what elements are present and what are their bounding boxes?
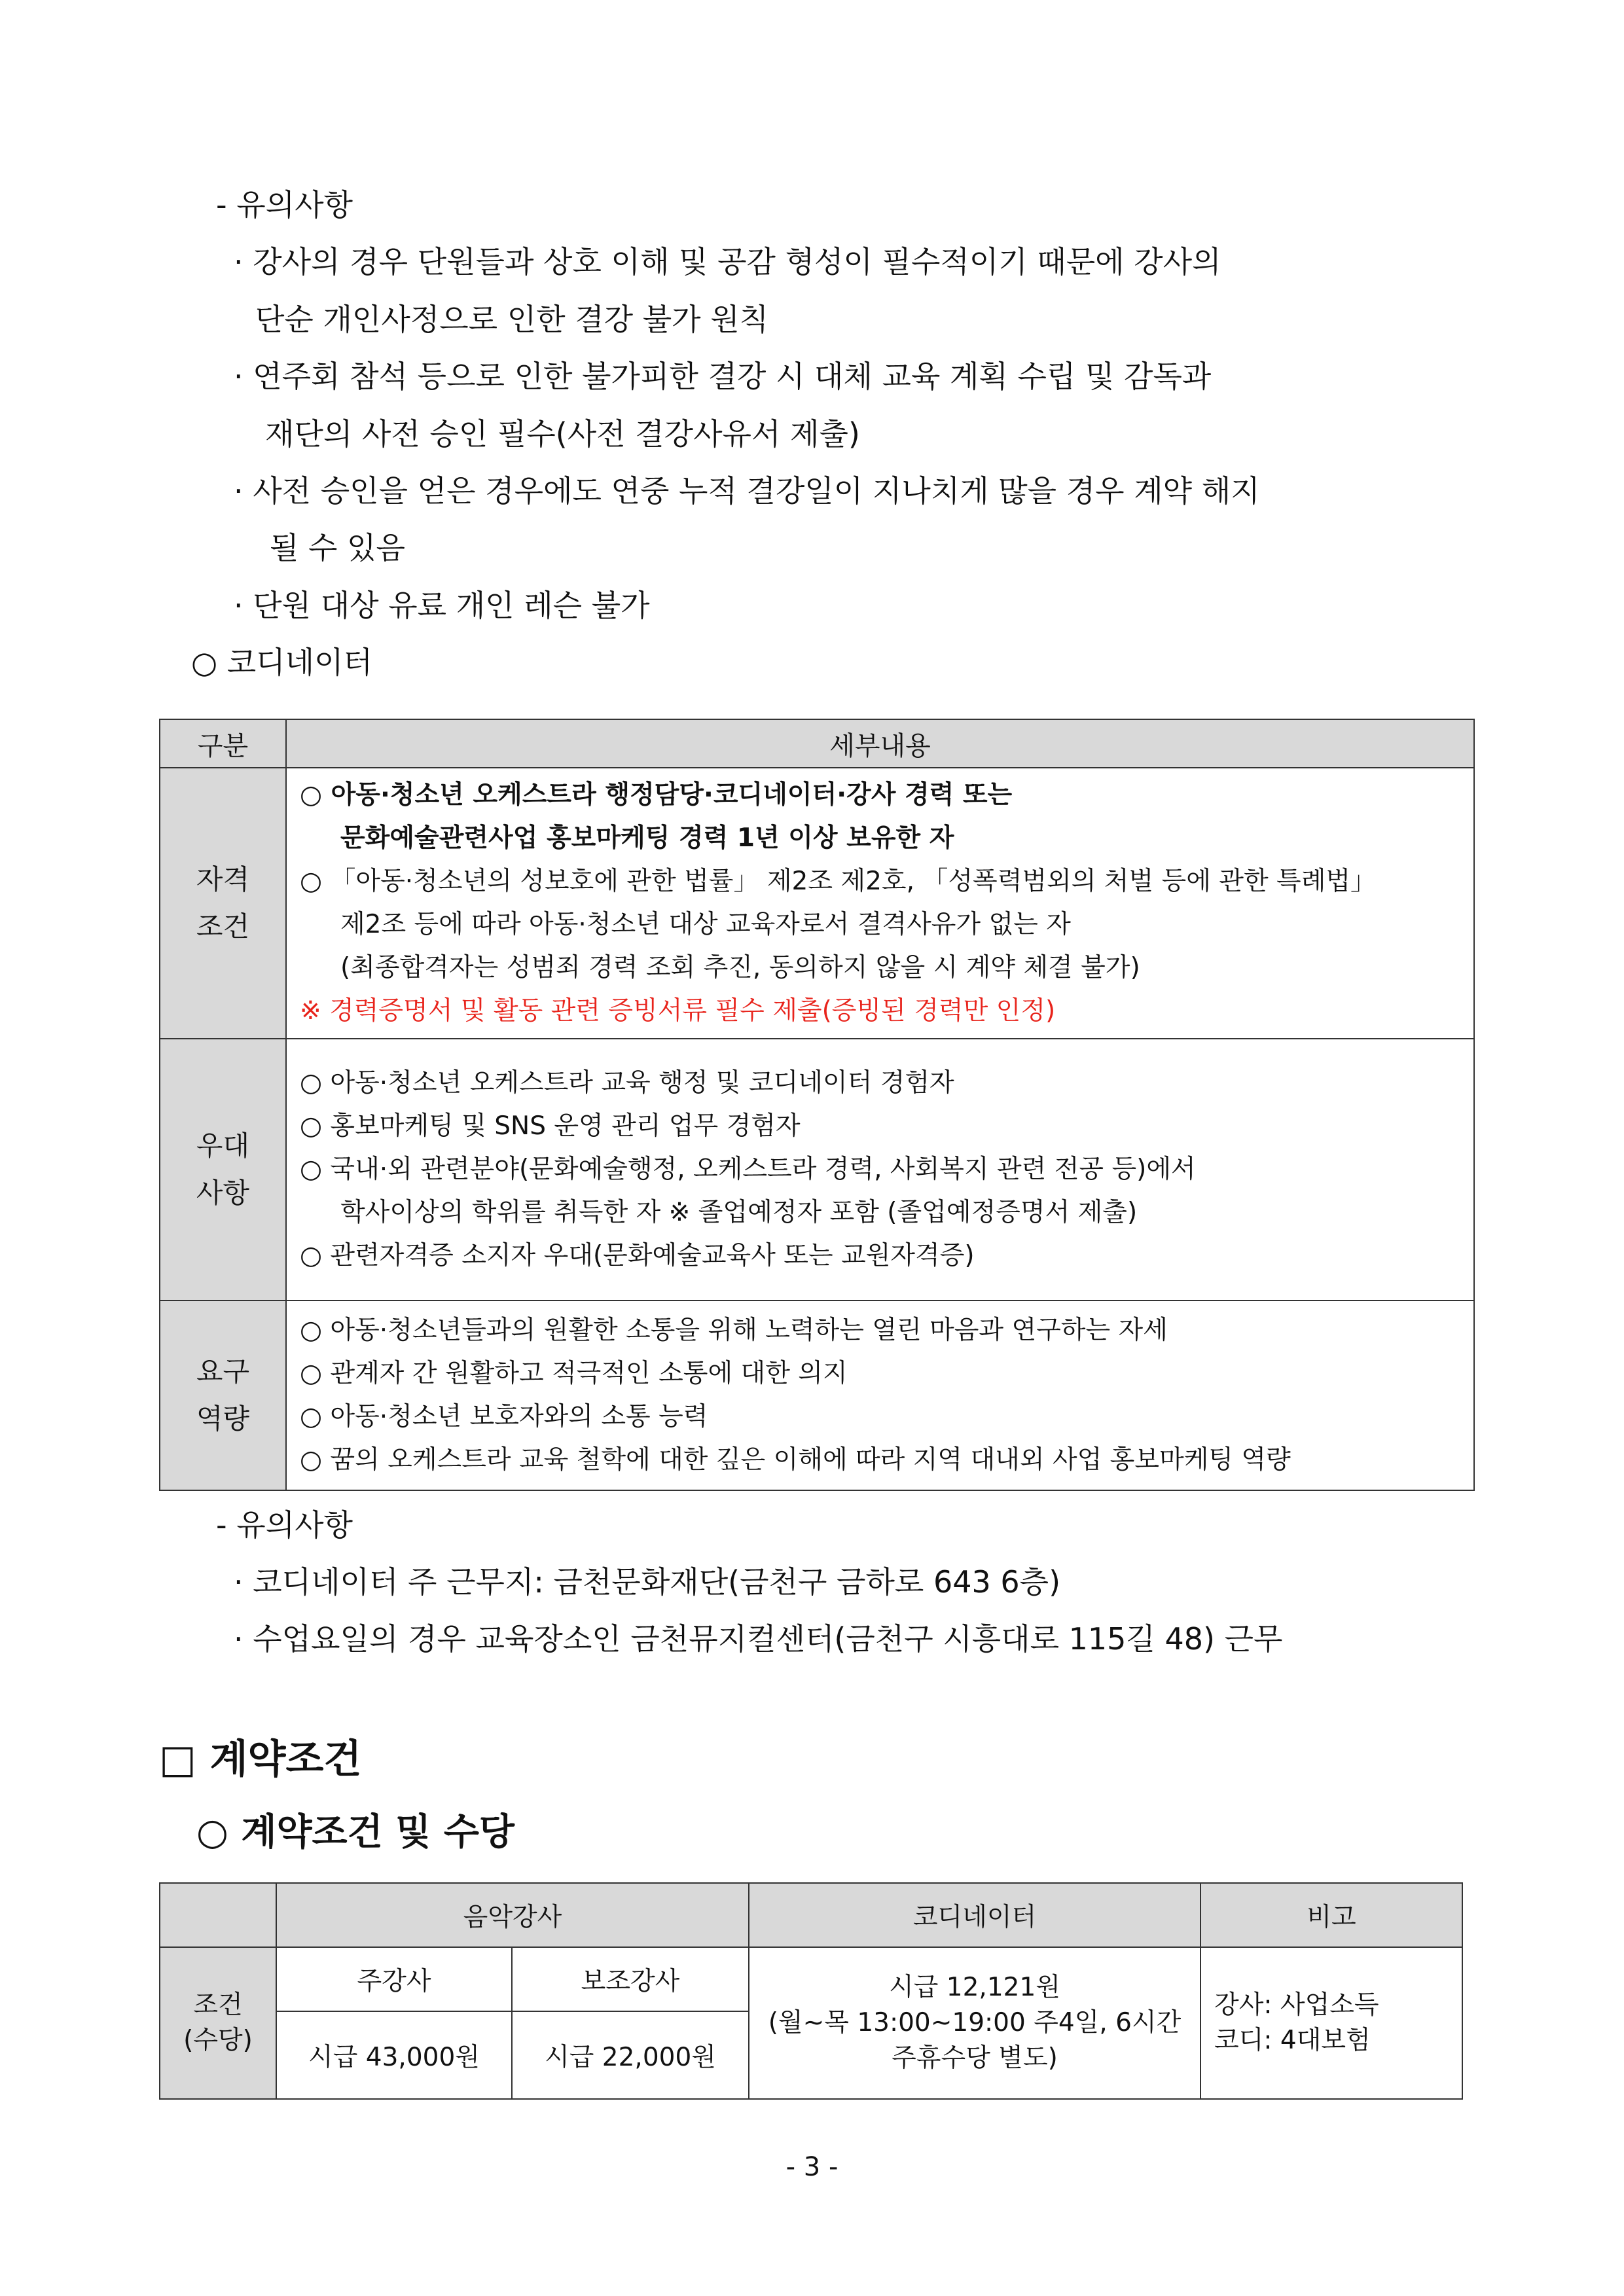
qualifications-label-2: 조건 bbox=[196, 910, 250, 942]
contract-table bbox=[159, 1882, 1463, 2100]
detail-line: ○ 「아동·청소년의 성보호에 관한 법률」 제2조 제2호, 「성폭력범외의 처벌 등에 관한 특례법」 bbox=[300, 867, 1377, 896]
coordinator-table bbox=[159, 719, 1475, 1491]
col-details-header: 세부내용 bbox=[286, 719, 1474, 768]
music-teacher-header: 음악강사 bbox=[276, 1883, 749, 1947]
preferences-label bbox=[160, 1039, 286, 1300]
detail-line: ○ 꿈의 오케스트라 교육 철학에 대한 깊은 이해에 따라 지역 대내외 사업 홍보마케팅 역량 bbox=[300, 1445, 1291, 1475]
main-teacher-pay: 시급 43,000원 bbox=[276, 2011, 512, 2099]
preferences-label-1: 우대 bbox=[196, 1130, 250, 1162]
note-item-1-line1: · 강사의 경우 단원들과 상호 이해 및 공감 형성이 필수적이기 때문에 강사의 bbox=[234, 244, 1221, 279]
preferences-row bbox=[160, 1039, 1474, 1300]
competencies-row bbox=[160, 1300, 1474, 1490]
coordinator-pay-line-2: (월~목 13:00~19:00 주4일, 6시간 bbox=[768, 2008, 1182, 2037]
notes2-item-2: · 수업요일의 경우 교육장소인 금천뮤지컬센터(금천구 시흥대로 115길 48) 근무 bbox=[234, 1621, 1283, 1657]
remarks-line-2: 코디: 4대보험 bbox=[1214, 2026, 1371, 2055]
assistant-teacher-cell: 보조강사 bbox=[512, 1947, 749, 2011]
notes2-item-1: · 코디네이터 주 근무지: 금천문화재단(금천구 금하로 643 6층) bbox=[234, 1564, 1061, 1600]
qualifications-details bbox=[286, 768, 1474, 1039]
coordinator-heading: ○ 코디네이터 bbox=[191, 645, 372, 680]
condition-label-1: 조건 bbox=[193, 1990, 243, 2020]
condition-label-2: (수당) bbox=[183, 2026, 253, 2055]
assistant-teacher-pay: 시급 22,000원 bbox=[512, 2011, 749, 2099]
competencies-label-2: 역량 bbox=[196, 1403, 250, 1435]
detail-line: ○ 아동·청소년 오케스트라 교육 행정 및 코디네이터 경험자 bbox=[300, 1068, 954, 1098]
note-item-2-line2: 재단의 사전 승인 필수(사전 결강사유서 제출) bbox=[265, 416, 860, 452]
qualifications-label-1: 자격 bbox=[196, 863, 250, 895]
detail-line: ○ 홍보마케팅 및 SNS 운영 관리 업무 경험자 bbox=[300, 1111, 801, 1141]
contract-section-title: □ 계약조건 bbox=[159, 1736, 362, 1782]
contract-corner-cell bbox=[160, 1883, 276, 1947]
qualifications-label bbox=[160, 768, 286, 1039]
detail-line: ○ 아동·청소년 보호자와의 소통 능력 bbox=[300, 1402, 708, 1431]
detail-line: (최종합격자는 성범죄 경력 조회 추진, 동의하지 않을 시 계약 체결 불가) bbox=[340, 953, 1140, 982]
competencies-label-1: 요구 bbox=[196, 1355, 250, 1388]
notes-heading: - 유의사항 bbox=[216, 187, 353, 223]
detail-line: 제2조 등에 따라 아동·청소년 대상 교육자로서 결격사유가 없는 자 bbox=[340, 910, 1071, 939]
detail-line: ○ 관련자격증 소지자 우대(문화예술교육사 또는 교원자격증) bbox=[300, 1241, 975, 1270]
remarks-cell bbox=[1200, 1947, 1462, 2099]
note-header: 비고 bbox=[1200, 1883, 1462, 1947]
note-item-1-line2: 단순 개인사정으로 인한 결강 불가 원칙 bbox=[255, 302, 769, 337]
detail-line: 학사이상의 학위를 취득한 자 ※ 졸업예정자 포함 (졸업예정증명서 제출) bbox=[340, 1198, 1138, 1227]
detail-line: ○ 국내·외 관련분야(문화예술행정, 오케스트라 경력, 사회복지 관련 전공 등)에서 bbox=[300, 1155, 1196, 1184]
notes2-heading: - 유의사항 bbox=[216, 1507, 353, 1543]
contract-sub-title: ○ 계약조건 및 수당 bbox=[196, 1811, 515, 1854]
competencies-details bbox=[286, 1300, 1474, 1490]
page-number: - 3 - bbox=[785, 2152, 839, 2182]
coordinator-header: 코디네이터 bbox=[749, 1883, 1200, 1947]
col-category-header: 구분 bbox=[160, 719, 286, 768]
remarks-line-1: 강사: 사업소득 bbox=[1214, 1990, 1379, 2020]
condition-label bbox=[160, 1947, 276, 2099]
note-item-2-line1: · 연주회 참석 등으로 인한 불가피한 결강 시 대체 교육 계획 수립 및 감독과 bbox=[234, 359, 1212, 394]
detail-line: 문화예술관련사업 홍보마케팅 경력 1년 이상 보유한 자 bbox=[340, 823, 954, 853]
coordinator-pay-cell bbox=[749, 1947, 1200, 2099]
coordinator-pay-line-3: 주휴수당 별도) bbox=[892, 2043, 1058, 2073]
preferences-label-2: 사항 bbox=[196, 1177, 250, 1209]
detail-line: ○ 아동·청소년들과의 원활한 소통을 위해 노력하는 열린 마음과 연구하는 자세 bbox=[300, 1316, 1168, 1345]
detail-line: ○ 관계자 간 원활하고 적극적인 소통에 대한 의지 bbox=[300, 1359, 848, 1388]
competencies-label bbox=[160, 1300, 286, 1490]
note-item-3-line2: 될 수 있음 bbox=[270, 530, 405, 565]
required-docs-note: ※ 경력증명서 및 활동 관련 증빙서류 필수 제출(증빙된 경력만 인정) bbox=[300, 996, 1056, 1026]
note-item-4-line1: · 단원 대상 유료 개인 레슨 불가 bbox=[234, 588, 650, 623]
main-teacher-cell: 주강사 bbox=[276, 1947, 512, 2011]
note-item-3-line1: · 사전 승인을 얻은 경우에도 연중 누적 결강일이 지나치게 많을 경우 계약 해지 bbox=[234, 473, 1260, 509]
coordinator-pay-line-1: 시급 12,121원 bbox=[889, 1973, 1060, 2002]
preferences-details bbox=[286, 1039, 1474, 1300]
detail-line: ○ 아동·청소년 오케스트라 행정담당·코디네이터·강사 경력 또는 bbox=[300, 780, 1013, 810]
qualifications-row bbox=[160, 768, 1474, 1039]
